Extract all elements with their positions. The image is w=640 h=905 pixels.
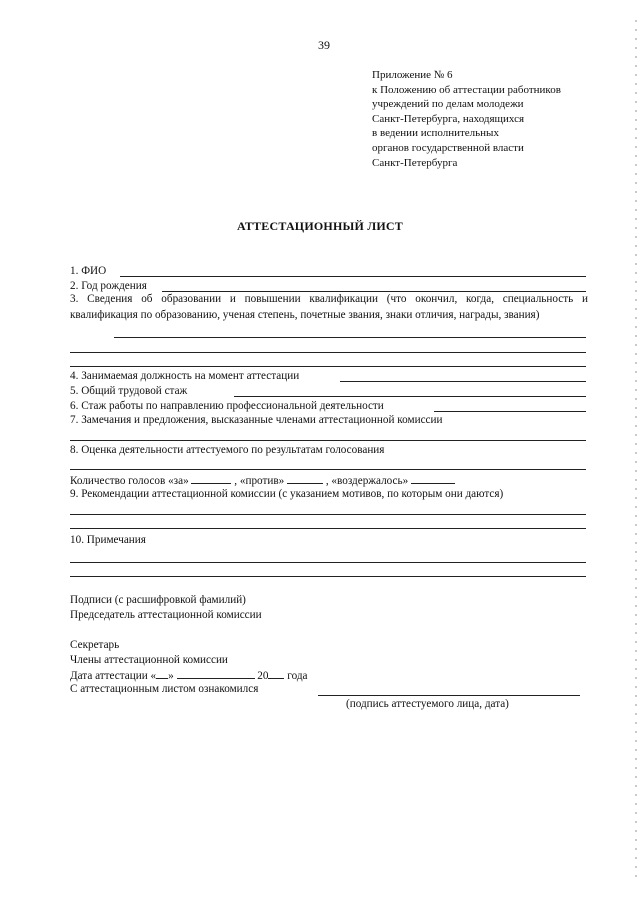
field-recommendations-line-2 bbox=[70, 528, 586, 529]
appendix-header bbox=[372, 68, 561, 170]
appendix-line: Приложение № 6 bbox=[372, 69, 453, 81]
appendix-line: в ведении исполнительных bbox=[372, 127, 499, 140]
field-position-line bbox=[340, 381, 586, 382]
field-professional-experience-line bbox=[434, 411, 586, 412]
field-education-line-3 bbox=[70, 366, 586, 367]
signature-caption: (подпись аттестуемого лица, дата) bbox=[346, 698, 509, 710]
field-recommendations-line-1 bbox=[70, 514, 586, 515]
field-remarks-line bbox=[70, 440, 586, 441]
field-birth-year-label: 2. Год рождения bbox=[70, 280, 147, 292]
attestation-date-row bbox=[70, 667, 308, 683]
signatures-heading: Подписи (с расшифровкой фамилий) bbox=[70, 594, 246, 606]
signature-chairman: Председатель аттестационной комиссии bbox=[70, 609, 262, 621]
date-month-blank bbox=[177, 667, 255, 679]
votes-for-blank bbox=[191, 472, 231, 484]
field-position-label: 4. Занимаемая должность на момент аттестации bbox=[70, 370, 300, 382]
field-education-text: 3. Сведения об образовании и повышении квалификации (что окончил, когда, специальность и квалификация по образованию, ученая степень, почетные звания, знаки отличия, награды, звания) bbox=[70, 293, 588, 321]
votes-row bbox=[70, 472, 455, 488]
field-notes-label: 10. Примечания bbox=[70, 534, 146, 546]
appendix-line: Санкт-Петербурга bbox=[372, 156, 458, 169]
field-education-line-2 bbox=[70, 352, 586, 353]
date-suffix: года bbox=[287, 670, 308, 682]
votes-abstained-blank bbox=[411, 472, 455, 484]
acquainted-signature-line bbox=[318, 695, 580, 696]
field-remarks-label: 7. Замечания и предложения, высказанные членами аттестационной комиссии bbox=[70, 414, 443, 426]
field-fio-label: 1. ФИО bbox=[70, 265, 107, 277]
field-notes-line-2 bbox=[70, 576, 586, 577]
signature-members: Члены аттестационной комиссии bbox=[70, 654, 228, 666]
votes-against-label: , «против» bbox=[234, 475, 285, 487]
date-day-blank bbox=[156, 667, 168, 679]
appendix-line: учреждений по делам молодежи bbox=[372, 98, 524, 111]
date-year-prefix: 20 bbox=[257, 670, 269, 682]
votes-against-blank bbox=[287, 472, 323, 484]
votes-for-label: Количество голосов «за» bbox=[70, 475, 189, 487]
field-education-label bbox=[70, 292, 588, 323]
field-fio-line bbox=[120, 276, 586, 277]
page-number: 39 bbox=[318, 38, 330, 52]
field-professional-experience-label: 6. Стаж работы по направлению профессиональной деятельности bbox=[70, 400, 384, 412]
appendix-line: органов государственной власти bbox=[372, 141, 524, 154]
appendix-line: Санкт-Петербурга, находящихся bbox=[372, 112, 525, 125]
votes-abstained-label: , «воздержалось» bbox=[325, 475, 409, 487]
field-evaluation-line bbox=[70, 469, 586, 470]
field-education-line-1 bbox=[114, 337, 586, 338]
field-experience-line bbox=[234, 396, 586, 397]
field-evaluation-label: 8. Оценка деятельности аттестуемого по результатам голосования bbox=[70, 444, 385, 456]
field-recommendations-label: 9. Рекомендации аттестационной комиссии (с указанием мотивов, по которым они даются) bbox=[70, 488, 504, 500]
field-experience-label: 5. Общий трудовой стаж bbox=[70, 385, 188, 397]
acquainted-label: С аттестационным листом ознакомился bbox=[70, 683, 259, 695]
document-title: АТТЕСТАЦИОННЫЙ ЛИСТ bbox=[237, 219, 403, 233]
appendix-line: к Положению об аттестации работников bbox=[372, 83, 561, 96]
date-mid: » bbox=[168, 670, 174, 682]
field-notes-line-1 bbox=[70, 562, 586, 563]
date-year-blank bbox=[268, 667, 284, 679]
signature-secretary: Секретарь bbox=[70, 639, 120, 651]
date-label: Дата аттестации « bbox=[70, 670, 157, 682]
scan-edge-marks bbox=[635, 20, 637, 880]
